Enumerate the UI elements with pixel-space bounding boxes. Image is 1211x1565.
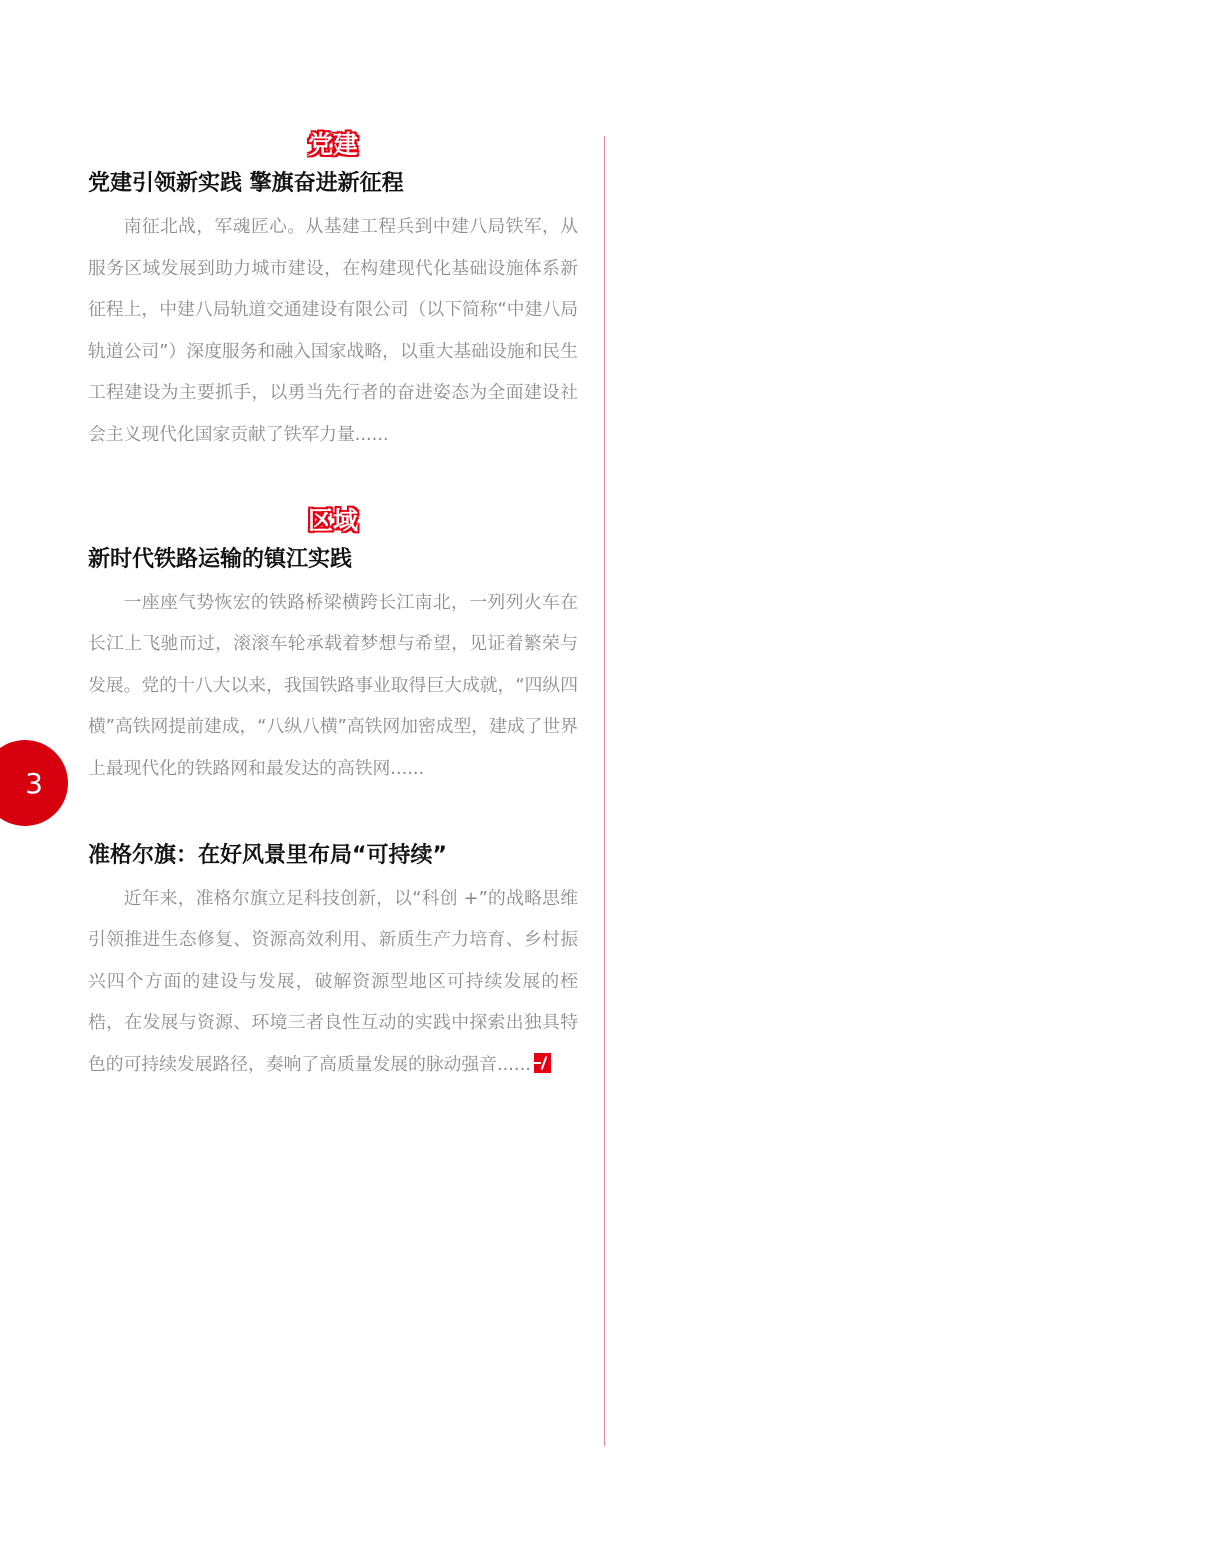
article-title[interactable]: 新时代铁路运输的镇江实践 xyxy=(88,546,353,572)
article-summary-text: 近年来，准格尔旗立足科技创新，以“科创 +”的战略思维引领推进生态修复、资源高效利用、新质生产力培育、乡村振兴四个方面的建设与发展，破解资源型地区可持续发展的桎梏，在发展与资源、环境三者良性互动的实践中探索出独具特色的可持续发展路径，奏响了高质量发展的脉动强音...... xyxy=(88,887,578,1075)
section-tag-region: 区域 xyxy=(307,505,358,535)
article-party-building xyxy=(88,130,578,456)
article-column xyxy=(88,130,578,1136)
article-summary xyxy=(88,878,578,1086)
column-divider xyxy=(604,136,605,1446)
article-title[interactable]: 准格尔旗：在好风景里布局“可持续” xyxy=(88,842,447,868)
article-summary: 南征北战，军魂匠心。从基建工程兵到中建八局铁军，从服务区域发展到助力城市建设，在构建现代化基础设施体系新征程上，中建八局轨道交通建设有限公司（以下简称“中建八局轨道公司”）深度服务和融入国家战略，以重大基础设施和民生工程建设为主要抓手，以勇当先行者的奋进姿态为全面建设社会主义现代化国家贡献了铁军力量...... xyxy=(88,216,578,445)
section-tag-party: 党建 xyxy=(307,130,358,159)
article-zhungeer xyxy=(88,840,578,1086)
article-region xyxy=(88,506,578,790)
article-summary: 一座座气势恢宏的铁路桥梁横跨长江南北，一列列火车在长江上飞驰而过，滚滚车轮承载着梦想与希望，见证着繁荣与发展。党的十八大以来，我国铁路事业取得巨大成就，“四纵四横”高铁网提前建成，“八纵八横”高铁网加密成型，建成了世界上最现代化的铁路网和最发达的高铁网...... xyxy=(88,591,578,779)
article-title[interactable]: 党建引领新实践 擎旗奋进新征程 xyxy=(88,171,404,196)
page-number-badge xyxy=(0,740,68,826)
end-mark-icon xyxy=(534,1053,551,1073)
page-number: 3 xyxy=(25,766,43,800)
